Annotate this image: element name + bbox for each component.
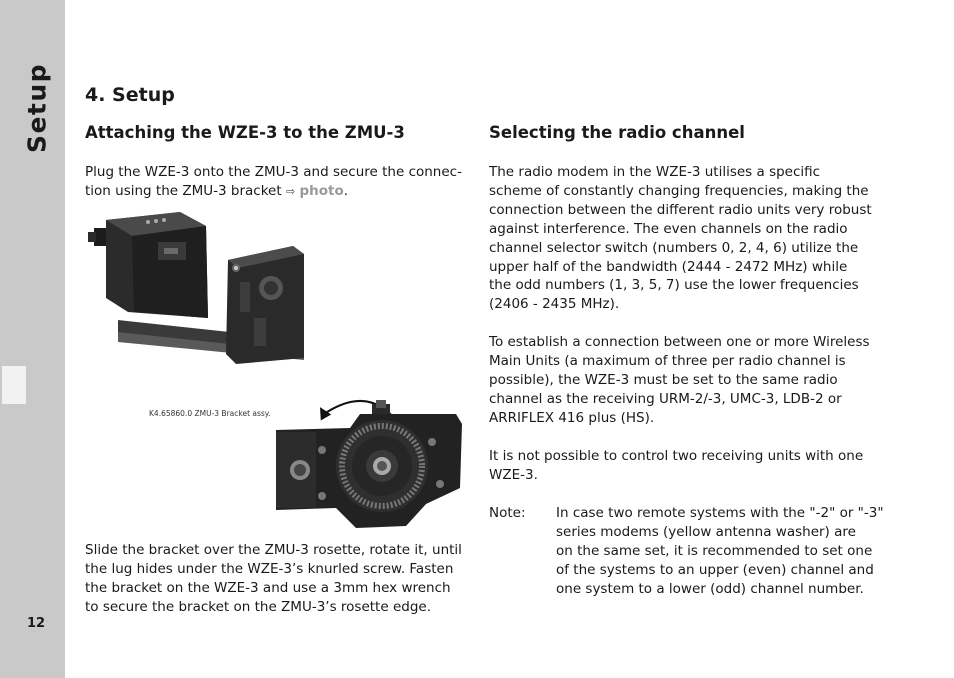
- text-line: one system to a lower (odd) channel number.: [556, 580, 864, 597]
- limitation-paragraph: [489, 447, 889, 485]
- text-line: the lug hides under the WZE-3’s knurled screw. Fasten: [85, 560, 454, 577]
- rosette: [336, 420, 428, 512]
- photo-reference-link[interactable]: photo: [299, 182, 344, 199]
- text-line: (2406 - 2435 MHz).: [489, 296, 620, 313]
- text-line: channel as the receiving URM-2/-3, UMC-3, LDB-2 or: [489, 390, 842, 407]
- text-line: of the systems to an upper (even) channel and: [556, 561, 874, 578]
- text-line: the odd numbers (1, 3, 5, 7) use the lower frequencies: [489, 277, 859, 294]
- text-line: scheme of constantly changing frequencies, making the: [489, 182, 869, 199]
- text-line: In case two remote systems with the "-2" or "-3": [556, 505, 884, 521]
- text-line: WZE-3.: [489, 466, 538, 483]
- text-line: connection between the different radio units very robust: [489, 201, 872, 218]
- right-section-heading: Selecting the radio channel: [489, 123, 745, 142]
- text-line: on the same set, it is recommended to set one: [556, 542, 873, 559]
- text-line: to secure the bracket on the ZMU-3’s rosette edge.: [85, 598, 431, 615]
- note-text: [556, 504, 886, 599]
- photo-caption: K4.65860.0 ZMU-3 Bracket assy.: [149, 409, 271, 418]
- section-side-title: Setup: [22, 62, 52, 154]
- page-number: 12: [27, 616, 46, 631]
- page-title: 4. Setup: [85, 84, 175, 106]
- text-line: the bracket on the WZE-3 and use a 3mm hex wrench: [85, 579, 451, 596]
- note-label: Note:: [489, 505, 526, 521]
- left-section-heading: Attaching the WZE-3 to the ZMU-3: [85, 123, 405, 142]
- text-line: channel selector switch (numbers 0, 2, 4, 6) utilize the: [489, 239, 859, 256]
- text-line: Plug the WZE-3 onto the ZMU-3 and secure the connec-: [85, 164, 462, 180]
- zmu3-bracket-photo: [276, 388, 462, 530]
- text-line: The radio modem in the WZE-3 utilises a specific: [489, 164, 821, 180]
- chapter-tab-marker: [2, 366, 26, 404]
- text-line: Main Units (a maximum of three per radio channel is: [489, 352, 846, 369]
- text-line: series modems (yellow antenna washer) are: [556, 523, 856, 540]
- left-intro-paragraph: [85, 163, 475, 202]
- sidebar: [0, 0, 65, 678]
- text-line: To establish a connection between one or more Wireless: [489, 334, 870, 350]
- wze3-on-zmu3-photo: [88, 208, 304, 376]
- arrow-right-icon: ⇨: [285, 184, 296, 198]
- text-line: tion using the ZMU-3 bracket ⇨ photo.: [85, 182, 349, 199]
- left-bottom-paragraph: [85, 541, 475, 617]
- text-line: ARRIFLEX 416 plus (HS).: [489, 409, 655, 426]
- text-line: upper half of the bandwidth (2444 - 2472 MHz) while: [489, 258, 848, 275]
- text-line: possible), the WZE-3 must be set to the same radio: [489, 371, 838, 388]
- text-line: Slide the bracket over the ZMU-3 rosette, rotate it, until: [85, 542, 462, 558]
- radio-modem-paragraph: [489, 163, 889, 314]
- text-line: It is not possible to control two receiving units with one: [489, 448, 864, 464]
- connection-paragraph: [489, 333, 889, 428]
- text-line: against interference. The even channels on the radio: [489, 220, 848, 237]
